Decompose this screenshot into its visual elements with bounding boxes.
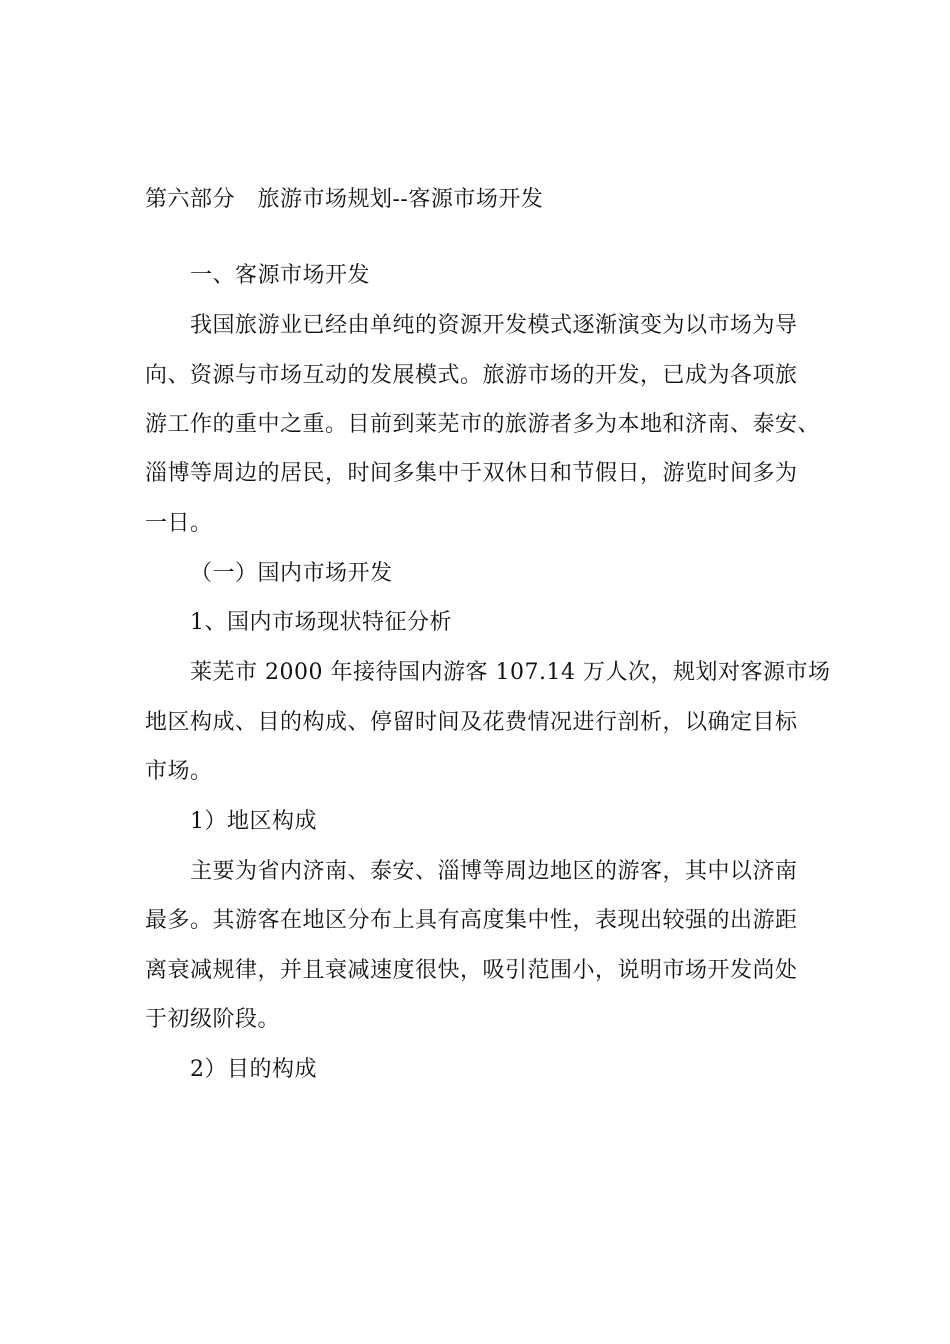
paragraph-line: 于初级阶段。 [145,1007,281,1032]
section-heading: 一、客源市场开发 [190,263,371,288]
paragraph-line: 一日。 [145,511,213,536]
paragraph-line: 地区构成、目的构成、停留时间及花费情况进行剖析，以确定目标 [145,710,798,735]
paragraph-line: 最多。其游客在地区分布上具有高度集中性，表现出较强的出游距 [145,908,798,933]
chapter-title: 第六部分 旅游市场规划--客源市场开发 [145,187,544,212]
subitem-heading: 1）地区构成 [190,809,317,834]
item-heading: 1、国内市场现状特征分析 [190,610,452,635]
paragraph-line: 向、资源与市场互动的发展模式。旅游市场的开发，已成为各项旅 [145,363,798,388]
paragraph-line: 市场。 [145,759,213,784]
subsection-heading: （一）国内市场开发 [190,561,393,586]
paragraph-line: 我国旅游业已经由单纯的资源开发模式逐渐演变为以市场为导 [190,313,798,338]
subitem-heading: 2）目的构成 [190,1057,317,1082]
paragraph-line: 游工作的重中之重。目前到莱芜市的旅游者多为本地和济南、泰安、 [145,412,821,437]
paragraph-line: 莱芜市 2000 年接待国内游客 107.14 万人次，规划对客源市场 [190,660,831,685]
paragraph-line: 离衰减规律，并且衰减速度很快，吸引范围小，说明市场开发尚处 [145,958,798,983]
paragraph-line: 淄博等周边的居民，时间多集中于双休日和节假日，游览时间多为 [145,461,798,486]
paragraph-line: 主要为省内济南、泰安、淄博等周边地区的游客，其中以济南 [190,859,798,884]
